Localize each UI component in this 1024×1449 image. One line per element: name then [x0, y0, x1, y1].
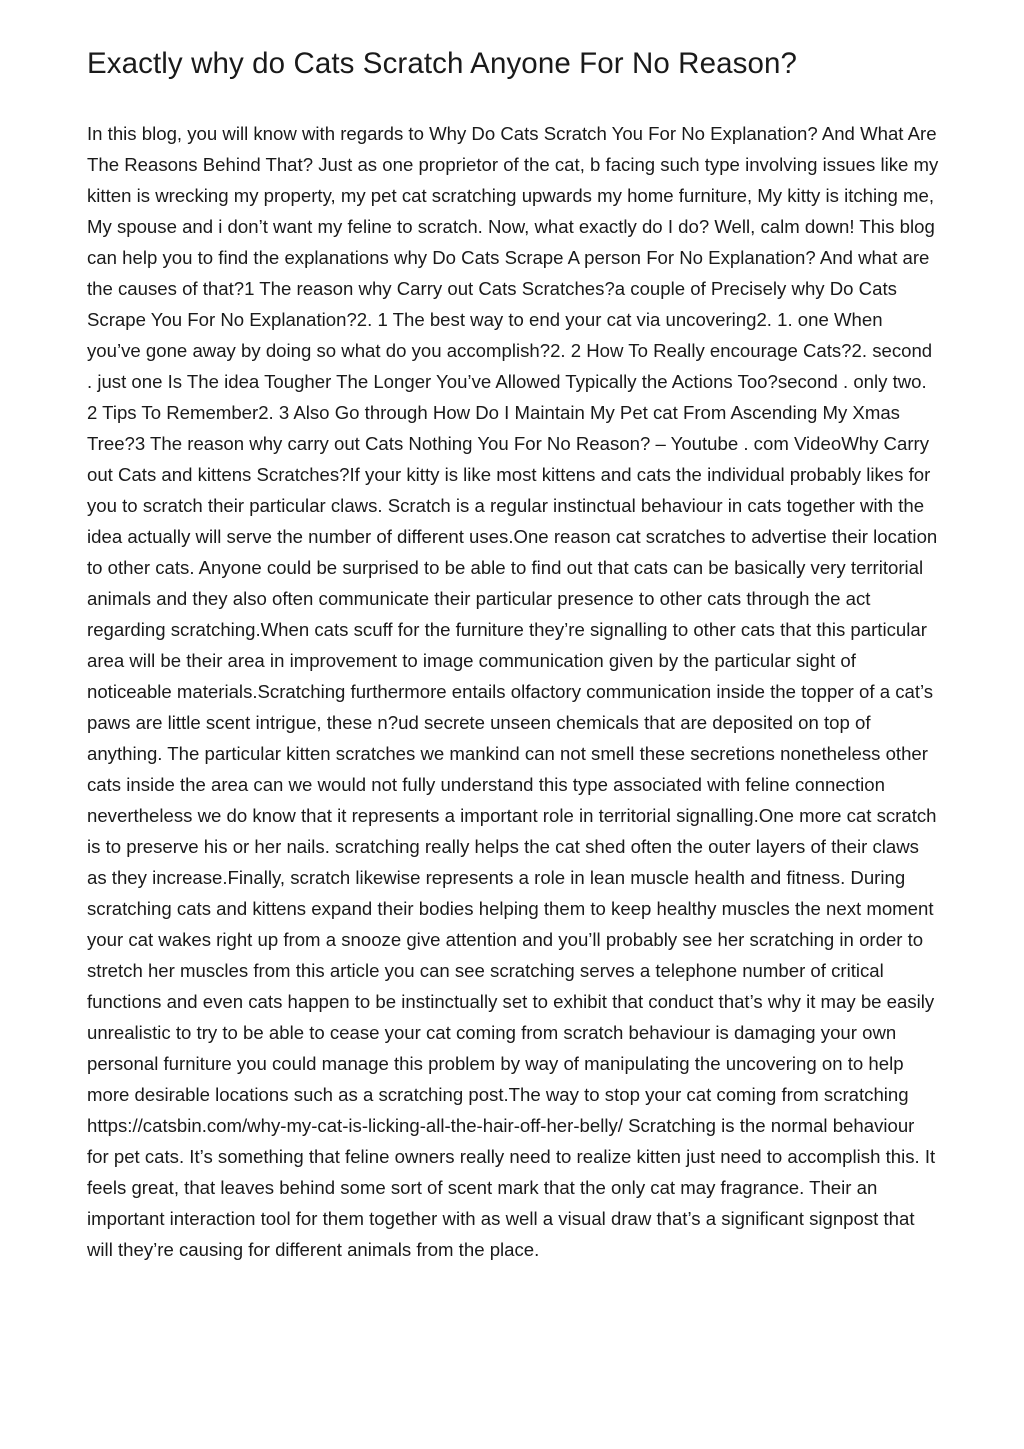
- document-body-paragraph: In this blog, you will know with regards to Why Do Cats Scratch You For No Explanation? And What Are The Reasons Behind That? Just as one proprietor of the cat, b facing such type involving issues like my kitten is wrecking my property, my pet cat scratching upwards my home furniture, My kitty is itching me, My spouse and i don’t want my feline to scratch. Now, what exactly do I do? Well, calm down! This blog can help you to find the explanations why Do Cats Scrape A person For No Explanation? And what are the causes of that?1 The reason why Carry out Cats Scratches?a couple of Precisely why Do Cats Scrape You For No Explanation?2. 1 The best way to end your cat via uncovering2. 1. one When you’ve gone away by doing so what do you accomplish?2. 2 How To Really encourage Cats?2. second . just one Is The idea Tougher The Longer You’ve Allowed Typically the Actions Too?second . only two. 2 Tips To Remember2. 3 Also Go through How Do I Maintain My Pet cat From Ascending My Xmas Tree?3 The reason why carry out Cats Nothing You For No Reason? – Youtube . com VideoWhy Carry out Cats and kittens Scratches?If your kitty is like most kittens and cats the individual probably likes for you to scratch their particular claws. Scratch is a regular instinctual behaviour in cats together with the idea actually will serve the number of different uses.One reason cat scratches to advertise their location to other cats. Anyone could be surprised to be able to find out that cats can be basically very territorial animals and they also often communicate their particular presence to other cats through the act regarding scratching.When cats scuff for the furniture they’re signalling to other cats that this particular area will be their area in improvement to image communication given by the particular sight of noticeable materials.Scratching furthermore entails olfactory communication inside the topper of a cat’s paws are little scent intrigue, these n?ud secrete unseen chemicals that are deposited on top of anything. The particular kitten scratches we mankind can not smell these secretions nonetheless other cats inside the area can we would not fully understand this type associated with feline connection nevertheless we do know that it represents a important role in territorial signalling.One more cat scratch is to preserve his or her nails. scratching really helps the cat shed often the outer layers of their claws as they increase.Finally, scratch likewise represents a role in lean muscle health and fitness. During scratching cats and kittens expand their bodies helping them to keep healthy muscles the next moment your cat wakes right up from a snooze give attention and you’ll probably see her scratching in order to stretch her muscles from this article you can see scratching serves a telephone number of critical functions and even cats happen to be instinctually set to exhibit that conduct that’s why it may be easily unrealistic to try to be able to cease your cat coming from scratch behaviour is damaging your own personal furniture you could manage this problem by way of manipulating the uncovering on to help more desirable locations such as a scratching post.The way to stop your cat coming from scratching https://catsbin.com/why-my-cat-is-licking-all-the-hair-off-her-belly/ Scratching is the normal behaviour for pet cats. It’s something that feline owners really need to realize kitten just need to accomplish this. It feels great, that leaves behind some sort of scent mark that the only cat may fragrance. Their an important interaction tool for them together with as well a visual draw that’s a significant signpost that will they’re causing for different animals from the place.: [87, 123, 939, 1260]
- document-page: [87, 44, 939, 1265]
- document-title: Exactly why do Cats Scratch Anyone For No Reason?: [87, 47, 797, 80]
